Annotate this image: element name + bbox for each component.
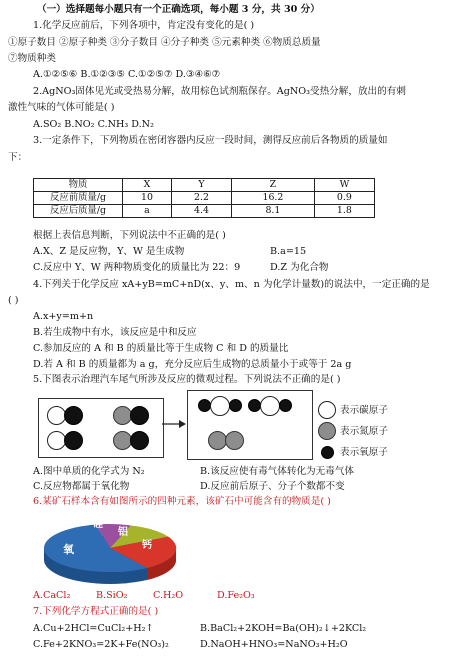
table-cell: 0.9 [314, 192, 374, 205]
table-header-cell: W [314, 179, 374, 192]
q3-option-c: C.反应中 Y、W 两种物质变化的质量比为 22：9 [33, 262, 241, 273]
q6-option-b: B.SiO₂ [96, 590, 128, 601]
q5-stem: 5.下图表示治理汽车尾气所涉及反应的微观过程。下列说法不正确的是( ) [33, 374, 341, 385]
q5-option-c: C.反应物都属于氧化物 [33, 481, 130, 492]
q3-stem-line2: 下： [8, 152, 28, 163]
table-header-row [34, 179, 375, 192]
q2-stem-line2: 激性气味的气体可能是( ) [8, 102, 115, 113]
black-atom [229, 399, 242, 412]
table-cell: 10 [123, 192, 172, 205]
products-box [187, 390, 313, 460]
q4-option-a: A.x+y=m+n [33, 311, 94, 322]
pie-label-silicon: 硅 [93, 519, 103, 530]
legend-oxygen-label: 表示氧原子 [340, 447, 388, 458]
q4-stem-line2: ( ) [8, 295, 19, 306]
q7-stem: 7.下列化学方程式正确的是( ) [33, 606, 159, 617]
q7-option-a: A.Cu+2HCl=CuCl₂+H₂↑ [33, 623, 154, 634]
q5-option-d: D.反应前后原子、分子个数都不变 [200, 481, 345, 492]
table-cell: 8.1 [232, 205, 315, 218]
q3-option-d: D.Z 为化合物 [270, 262, 329, 273]
q1-items-line1: ①原子数目 ②原子种类 ③分子数目 ④分子种类 ⑤元素种类 ⑥物质总质量 [8, 37, 321, 48]
q5-option-b: B.该反应使有毒气体转化为无毒气体 [200, 466, 355, 477]
q1-options: A.①②⑤⑥ B.①②③⑤ C.①②⑤⑦ D.③④⑥⑦ [33, 69, 221, 80]
gray-atom [225, 431, 244, 450]
oxygen-legend-icon [321, 446, 334, 459]
q3-mass-table [33, 178, 375, 218]
black-atom [279, 399, 292, 412]
black-atom [130, 431, 149, 450]
table-cell: 1.8 [314, 205, 374, 218]
white-atom [260, 396, 280, 416]
legend-carbon-label: 表示碳原子 [340, 405, 388, 416]
table-cell: 16.2 [232, 192, 315, 205]
reaction-arrow-icon [162, 418, 186, 430]
black-atom [130, 406, 149, 425]
q3-option-b: B.a=15 [270, 246, 307, 257]
pie-label-oxygen: 氧 [63, 543, 74, 556]
q6-option-a: A.CaCl₂ [33, 590, 71, 601]
table-cell: 2.2 [171, 192, 231, 205]
q3-option-a: A.X、Z 是反应物，Y、W 是生成物 [33, 246, 185, 257]
table-header-cell: 物质 [34, 179, 123, 192]
table-row [34, 192, 375, 205]
table-cell: 反应后质量/g [34, 205, 123, 218]
carbon-legend-icon [318, 401, 336, 419]
q4-stem-line1: 4.下列关于化学反应 xA+yB=mC+nD(x、y、m、n 为化学计量数)的说法中，一定正确的是 [33, 279, 430, 290]
table-header-cell: Y [171, 179, 231, 192]
pie-label-calcium: 钙 [142, 540, 152, 551]
q7-option-c: C.Fe+2KNO₃=2K+Fe(NO₃)₂ [33, 639, 169, 650]
table-cell: 反应前质量/g [34, 192, 123, 205]
q1-items-line2: ⑦物质种类 [8, 53, 56, 64]
q7-option-b: B.BaCl₂+2KOH=Ba(OH)₂↓+2KCl₂ [200, 623, 367, 634]
q7-option-d: D.NaOH+HNO₃=NaNO₃+H₂O [200, 639, 348, 650]
white-atom [210, 396, 230, 416]
reactants-box [38, 398, 164, 458]
q2-stem-line1: 2.AgNO₃固体见光或受热易分解，故用棕色试剂瓶保存。AgNO₃受热分解，放出的有刺 [33, 86, 406, 97]
q3-stem-line1: 3.一定条件下，下列物质在密闭容器内反应一段时间，测得反应前后各物质的质量如 [33, 135, 388, 146]
q4-option-d: D.若 A 和 B 的质量都为 a g，充分反应后生成物的总质量小于或等于 2a g [33, 359, 352, 370]
q6-option-d: D.Fe₂O₃ [217, 590, 255, 601]
black-atom [64, 406, 83, 425]
table-header-cell: X [123, 179, 172, 192]
q4-option-b: B.若生成物中有水，该反应是中和反应 [33, 327, 197, 338]
nitrogen-legend-icon [318, 422, 336, 440]
q5-option-a: A.图中单质的化学式为 N₂ [33, 466, 145, 477]
table-cell: a [123, 205, 172, 218]
table-row [34, 205, 375, 218]
q2-options: A.SO₂ B.NO₂ C.NH₃ D.N₂ [33, 119, 154, 130]
element-pie-chart [36, 510, 184, 590]
q6-stem: 6.某矿石样本含有如图所示的四种元素，该矿石中可能含有的物质是( ) [33, 496, 331, 507]
q3-judge-prompt: 根据上表信息判断，下列说法中不正确的是( ) [33, 230, 226, 241]
q1-stem: 1.化学反应前后，下列各项中，肯定没有变化的是( ) [33, 20, 255, 31]
black-atom [64, 431, 83, 450]
legend-nitrogen-label: 表示氮原子 [340, 426, 388, 437]
q4-option-c: C.参加反应的 A 和 B 的质量比等于生成物 C 和 D 的质量比 [33, 343, 289, 354]
section-header: （一）选择题每小题只有一个正确选项，每小题 3 分，共 30 分） [37, 4, 320, 15]
q6-option-c: C.H₂O [153, 590, 184, 601]
pie-label-aluminum: 铝 [118, 527, 128, 538]
table-cell: 4.4 [171, 205, 231, 218]
table-header-cell: Z [232, 179, 315, 192]
